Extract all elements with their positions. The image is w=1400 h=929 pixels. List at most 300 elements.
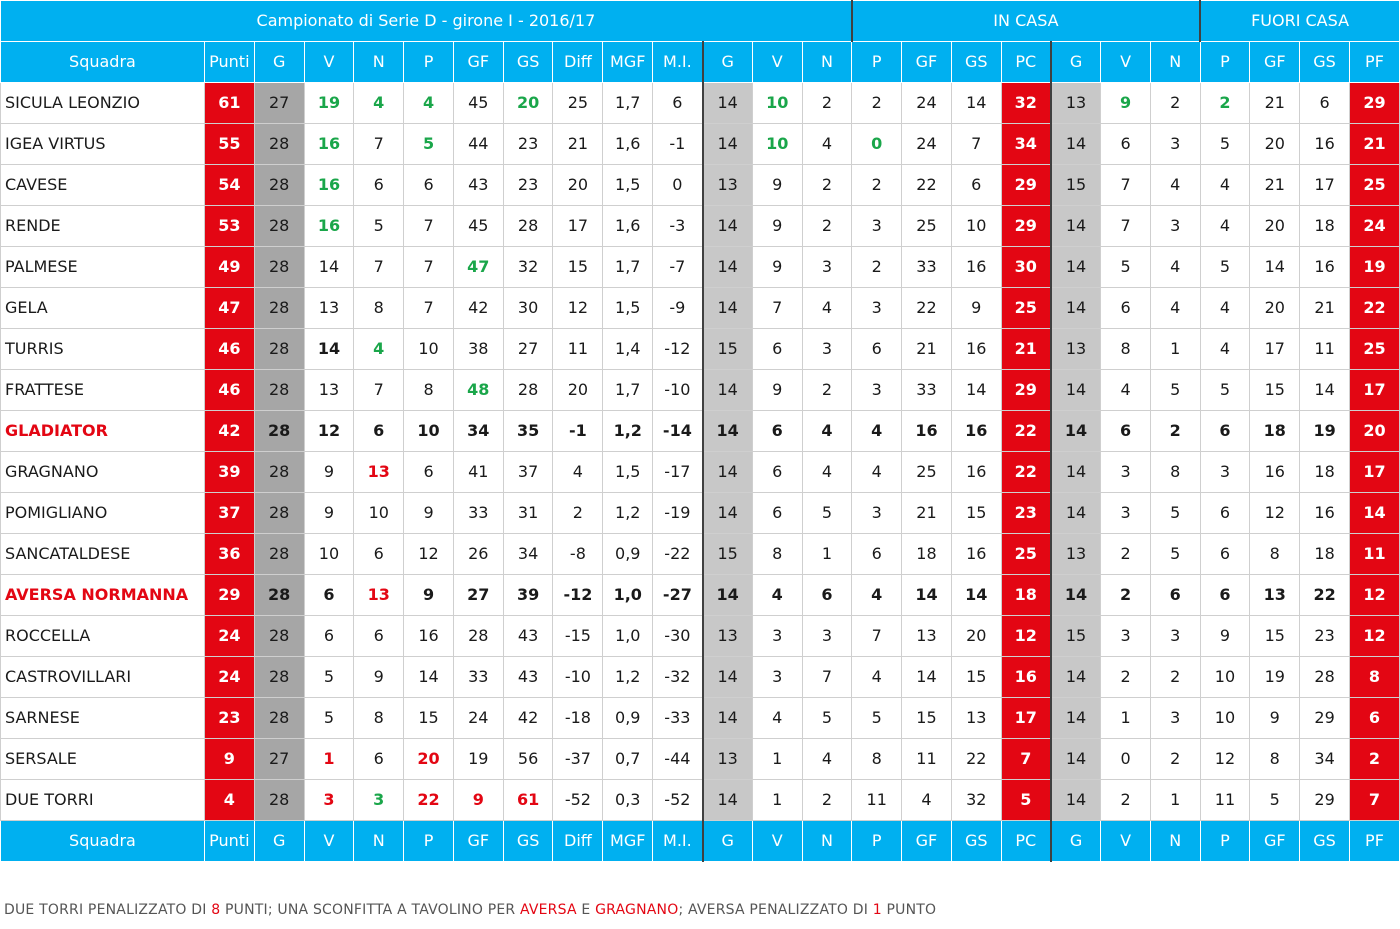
stat-cell: 16 (1250, 452, 1300, 493)
stat-cell: -27 (653, 575, 703, 616)
stat-cell: 9 (453, 780, 503, 821)
stat-cell: -8 (553, 534, 603, 575)
stat-cell: 61 (204, 83, 254, 124)
stat-cell: 24 (453, 698, 503, 739)
stat-cell: 25 (553, 83, 603, 124)
stat-cell: 18 (1001, 575, 1051, 616)
table-row (1, 616, 1400, 657)
stat-cell: 24 (204, 616, 254, 657)
stat-cell: 13 (703, 739, 753, 780)
stat-cell: 8 (752, 534, 802, 575)
stat-cell: 16 (1300, 493, 1350, 534)
column-header: GS (503, 42, 553, 83)
stat-cell: -52 (553, 780, 603, 821)
team-name: GLADIATOR (1, 411, 205, 452)
stat-cell: 4 (354, 329, 404, 370)
stat-cell: 24 (902, 124, 952, 165)
note-part: PUNTI; UNA SCONFITTA A TAVOLINO PER (220, 902, 520, 918)
stat-cell: 14 (703, 698, 753, 739)
stat-cell: 28 (254, 657, 304, 698)
stat-cell: 23 (503, 124, 553, 165)
stat-cell: 16 (404, 616, 454, 657)
stat-cell: 1 (304, 739, 354, 780)
stat-cell: 20 (1250, 206, 1300, 247)
stat-cell: 6 (354, 411, 404, 452)
stat-cell: 9 (404, 575, 454, 616)
stat-cell: 14 (703, 370, 753, 411)
stat-cell: 6 (404, 452, 454, 493)
stat-cell: 8 (354, 288, 404, 329)
stat-cell: 22 (1001, 411, 1051, 452)
stat-cell: 2 (1150, 657, 1200, 698)
stat-cell: 0,3 (603, 780, 653, 821)
stat-cell: 14 (1051, 370, 1101, 411)
stat-cell: 7 (852, 616, 902, 657)
stat-cell: 28 (254, 411, 304, 452)
stat-cell: 7 (404, 247, 454, 288)
stat-cell: 28 (254, 247, 304, 288)
stat-cell: 15 (404, 698, 454, 739)
stat-cell: 19 (1300, 411, 1350, 452)
column-header: P (404, 42, 454, 83)
stat-cell: 10 (304, 534, 354, 575)
stat-cell: 28 (254, 780, 304, 821)
table-row (1, 83, 1400, 124)
stat-cell: 28 (254, 534, 304, 575)
stat-cell: 26 (453, 534, 503, 575)
stat-cell: 16 (1300, 247, 1350, 288)
stat-cell: 13 (1051, 534, 1101, 575)
stat-cell: 10 (404, 329, 454, 370)
column-header: GF (453, 821, 503, 862)
stat-cell: 14 (1051, 780, 1101, 821)
stat-cell: 28 (254, 370, 304, 411)
stat-cell: 3 (1150, 698, 1200, 739)
stat-cell: 22 (1001, 452, 1051, 493)
team-name: CASTROVILLARI (1, 657, 205, 698)
stat-cell: 6 (354, 616, 404, 657)
stat-cell: 34 (1001, 124, 1051, 165)
stat-cell: 4 (1150, 288, 1200, 329)
stat-cell: -10 (553, 657, 603, 698)
stat-cell: 13 (902, 616, 952, 657)
column-header: V (752, 821, 802, 862)
stat-cell: -18 (553, 698, 603, 739)
stat-cell: 14 (1250, 247, 1300, 288)
stat-cell: 6 (752, 329, 802, 370)
stat-cell: 4 (802, 288, 852, 329)
stat-cell: 3 (802, 616, 852, 657)
stat-cell: 8 (1349, 657, 1399, 698)
stat-cell: 13 (703, 165, 753, 206)
stat-cell: 4 (802, 452, 852, 493)
stat-cell: 6 (852, 329, 902, 370)
stat-cell: 2 (852, 247, 902, 288)
column-header: Punti (204, 42, 254, 83)
stat-cell: 14 (951, 83, 1001, 124)
stat-cell: 5 (1150, 534, 1200, 575)
stat-cell: 5 (1150, 370, 1200, 411)
stat-cell: 4 (852, 452, 902, 493)
stat-cell: 42 (503, 698, 553, 739)
table-row (1, 534, 1400, 575)
stat-cell: 33 (453, 657, 503, 698)
column-header: Squadra (1, 42, 205, 83)
stat-cell: 18 (1250, 411, 1300, 452)
stat-cell: 7 (404, 206, 454, 247)
stat-cell: 4 (802, 411, 852, 452)
stat-cell: 13 (354, 575, 404, 616)
column-header: G (1051, 821, 1101, 862)
stat-cell: 2 (1101, 575, 1151, 616)
column-header: G (703, 42, 753, 83)
stat-cell: 6 (752, 452, 802, 493)
stat-cell: 19 (1349, 247, 1399, 288)
stat-cell: 6 (802, 575, 852, 616)
stat-cell: 6 (354, 165, 404, 206)
stat-cell: 34 (453, 411, 503, 452)
stat-cell: 14 (1349, 493, 1399, 534)
stat-cell: 19 (1250, 657, 1300, 698)
stat-cell: 28 (1300, 657, 1350, 698)
stat-cell: 55 (204, 124, 254, 165)
stat-cell: 24 (1349, 206, 1399, 247)
stat-cell: 20 (404, 739, 454, 780)
stat-cell: 15 (951, 493, 1001, 534)
stat-cell: 2 (802, 83, 852, 124)
stat-cell: 16 (951, 329, 1001, 370)
stat-cell: 7 (1349, 780, 1399, 821)
stat-cell: 14 (1051, 206, 1101, 247)
stat-cell: 6 (304, 575, 354, 616)
stat-cell: -3 (653, 206, 703, 247)
stat-cell: 14 (304, 329, 354, 370)
stat-cell: 48 (453, 370, 503, 411)
stat-cell: 1,2 (603, 411, 653, 452)
column-header-row-bottom (1, 821, 1400, 862)
stat-cell: 4 (1101, 370, 1151, 411)
stat-cell: 12 (1349, 616, 1399, 657)
stat-cell: 10 (404, 411, 454, 452)
stat-cell: 28 (254, 575, 304, 616)
stat-cell: 13 (1051, 329, 1101, 370)
team-name: CAVESE (1, 165, 205, 206)
stat-cell: -1 (553, 411, 603, 452)
stat-cell: 6 (1200, 493, 1250, 534)
stat-cell: 6 (1101, 124, 1151, 165)
stat-cell: 32 (951, 780, 1001, 821)
stat-cell: 17 (1250, 329, 1300, 370)
stat-cell: 20 (553, 370, 603, 411)
stat-cell: 61 (503, 780, 553, 821)
stat-cell: 28 (453, 616, 503, 657)
stat-cell: 39 (503, 575, 553, 616)
stat-cell: 6 (653, 83, 703, 124)
stat-cell: 11 (902, 739, 952, 780)
stat-cell: -19 (653, 493, 703, 534)
stat-cell: 14 (304, 247, 354, 288)
stat-cell: 16 (951, 452, 1001, 493)
stat-cell: 28 (254, 329, 304, 370)
stat-cell: 29 (1001, 165, 1051, 206)
stat-cell: 1 (802, 534, 852, 575)
stat-cell: 1,7 (603, 83, 653, 124)
stat-cell: 3 (1200, 452, 1250, 493)
stat-cell: 19 (453, 739, 503, 780)
stat-cell: 11 (1349, 534, 1399, 575)
stat-cell: 18 (1300, 452, 1350, 493)
stat-cell: 14 (1051, 411, 1101, 452)
stat-cell: 6 (354, 739, 404, 780)
stat-cell: 8 (404, 370, 454, 411)
table-row (1, 370, 1400, 411)
stat-cell: 21 (902, 493, 952, 534)
column-header: P (1200, 821, 1250, 862)
stat-cell: 0,7 (603, 739, 653, 780)
stat-cell: 6 (752, 411, 802, 452)
home-section-title: IN CASA (852, 1, 1200, 42)
stat-cell: -30 (653, 616, 703, 657)
stat-cell: 15 (1051, 616, 1101, 657)
column-header: MGF (603, 821, 653, 862)
stat-cell: 2 (1101, 657, 1151, 698)
stat-cell: 15 (1250, 616, 1300, 657)
stat-cell: 28 (254, 493, 304, 534)
stat-cell: 15 (951, 657, 1001, 698)
stat-cell: 22 (1300, 575, 1350, 616)
stat-cell: 3 (752, 616, 802, 657)
stat-cell: 10 (1200, 698, 1250, 739)
stat-cell: 35 (503, 411, 553, 452)
stat-cell: 14 (703, 657, 753, 698)
stat-cell: 21 (1250, 165, 1300, 206)
table-row (1, 698, 1400, 739)
stat-cell: 25 (1349, 329, 1399, 370)
stat-cell: 6 (1200, 411, 1250, 452)
stat-cell: 30 (1001, 247, 1051, 288)
stat-cell: 21 (1300, 288, 1350, 329)
stat-cell: 5 (802, 698, 852, 739)
table-row (1, 739, 1400, 780)
table-row (1, 247, 1400, 288)
stat-cell: 20 (1250, 288, 1300, 329)
stat-cell: 12 (1001, 616, 1051, 657)
stat-cell: 34 (503, 534, 553, 575)
column-header: N (1150, 821, 1200, 862)
stat-cell: 27 (254, 739, 304, 780)
stat-cell: 14 (1051, 452, 1101, 493)
column-header: GF (902, 821, 952, 862)
stat-cell: 23 (1300, 616, 1350, 657)
stat-cell: 10 (752, 124, 802, 165)
note-penalty-value: 8 (211, 902, 221, 918)
team-name: FRATTESE (1, 370, 205, 411)
stat-cell: 4 (1200, 165, 1250, 206)
stat-cell: 15 (553, 247, 603, 288)
table-title: Campionato di Serie D - girone I - 2016/17 (1, 1, 852, 42)
table-row (1, 575, 1400, 616)
table-row (1, 329, 1400, 370)
stat-cell: 4 (1150, 165, 1200, 206)
stat-cell: 31 (503, 493, 553, 534)
stat-cell: 1,6 (603, 206, 653, 247)
team-name: SANCATALDESE (1, 534, 205, 575)
stat-cell: 9 (752, 247, 802, 288)
stat-cell: 6 (1200, 575, 1250, 616)
stat-cell: 7 (802, 657, 852, 698)
stat-cell: 11 (553, 329, 603, 370)
stat-cell: 23 (503, 165, 553, 206)
team-name: PALMESE (1, 247, 205, 288)
stat-cell: -37 (553, 739, 603, 780)
stat-cell: 16 (951, 247, 1001, 288)
stat-cell: 4 (354, 83, 404, 124)
stat-cell: 5 (304, 657, 354, 698)
stat-cell: -14 (653, 411, 703, 452)
column-header: N (1150, 42, 1200, 83)
stat-cell: 14 (703, 493, 753, 534)
column-header: GF (902, 42, 952, 83)
table-row (1, 206, 1400, 247)
stat-cell: 8 (1150, 452, 1200, 493)
stat-cell: 2 (852, 83, 902, 124)
stat-cell: 5 (1200, 124, 1250, 165)
table-title-row (1, 1, 1400, 42)
column-header: MGF (603, 42, 653, 83)
stat-cell: 20 (503, 83, 553, 124)
stat-cell: 2 (1200, 83, 1250, 124)
stat-cell: 1,2 (603, 657, 653, 698)
column-header: GS (503, 821, 553, 862)
stat-cell: 16 (1300, 124, 1350, 165)
stat-cell: 21 (902, 329, 952, 370)
stat-cell: 29 (1349, 83, 1399, 124)
team-name: GELA (1, 288, 205, 329)
stat-cell: 9 (1250, 698, 1300, 739)
column-header: V (1101, 42, 1151, 83)
stat-cell: 2 (852, 165, 902, 206)
stat-cell: 1,7 (603, 247, 653, 288)
stat-cell: 28 (254, 452, 304, 493)
stat-cell: 1,7 (603, 370, 653, 411)
stat-cell: 0 (653, 165, 703, 206)
stat-cell: 6 (1101, 411, 1151, 452)
stat-cell: 28 (254, 206, 304, 247)
stat-cell: 3 (802, 329, 852, 370)
stat-cell: 27 (503, 329, 553, 370)
table-row (1, 165, 1400, 206)
column-header: N (354, 42, 404, 83)
team-name: DUE TORRI (1, 780, 205, 821)
stat-cell: 6 (404, 165, 454, 206)
team-name: SARNESE (1, 698, 205, 739)
stat-cell: 12 (1200, 739, 1250, 780)
stat-cell: 3 (1150, 616, 1200, 657)
stat-cell: 17 (553, 206, 603, 247)
stat-cell: 43 (453, 165, 503, 206)
stat-cell: 14 (951, 575, 1001, 616)
stat-cell: 14 (951, 370, 1001, 411)
stat-cell: 6 (1349, 698, 1399, 739)
stat-cell: 29 (204, 575, 254, 616)
column-header: G (254, 821, 304, 862)
stat-cell: 20 (553, 165, 603, 206)
stat-cell: 28 (254, 288, 304, 329)
stat-cell: 27 (453, 575, 503, 616)
stat-cell: 9 (1200, 616, 1250, 657)
stat-cell: 5 (404, 124, 454, 165)
stat-cell: 56 (503, 739, 553, 780)
stat-cell: 14 (1051, 698, 1101, 739)
stat-cell: 14 (703, 247, 753, 288)
table-row (1, 288, 1400, 329)
stat-cell: 22 (404, 780, 454, 821)
stat-cell: 18 (1300, 534, 1350, 575)
stat-cell: 2 (553, 493, 603, 534)
stat-cell: 17 (1001, 698, 1051, 739)
stat-cell: 14 (1051, 575, 1101, 616)
stat-cell: 14 (902, 575, 952, 616)
column-header: M.I. (653, 42, 703, 83)
stat-cell: 43 (503, 657, 553, 698)
stat-cell: -12 (653, 329, 703, 370)
stat-cell: -52 (653, 780, 703, 821)
stat-cell: 3 (304, 780, 354, 821)
stat-cell: 22 (902, 288, 952, 329)
stat-cell: 13 (703, 616, 753, 657)
stat-cell: 17 (1300, 165, 1350, 206)
stat-cell: 15 (1051, 165, 1101, 206)
stat-cell: 5 (354, 206, 404, 247)
stat-cell: 4 (852, 411, 902, 452)
column-header: GS (1300, 42, 1350, 83)
stat-cell: 11 (852, 780, 902, 821)
stat-cell: 7 (1001, 739, 1051, 780)
stat-cell: 13 (951, 698, 1001, 739)
stat-cell: 18 (1300, 206, 1350, 247)
stat-cell: 28 (503, 206, 553, 247)
stat-cell: 4 (204, 780, 254, 821)
stat-cell: 29 (1300, 698, 1350, 739)
stat-cell: 15 (703, 329, 753, 370)
stat-cell: 6 (1200, 534, 1250, 575)
stat-cell: 12 (304, 411, 354, 452)
stat-cell: 13 (1250, 575, 1300, 616)
stat-cell: 2 (1150, 83, 1200, 124)
stat-cell: 29 (1001, 206, 1051, 247)
column-header: P (404, 821, 454, 862)
stat-cell: 9 (404, 493, 454, 534)
column-header-row-top (1, 42, 1400, 83)
stat-cell: 28 (254, 698, 304, 739)
stat-cell: 10 (951, 206, 1001, 247)
stat-cell: 9 (951, 288, 1001, 329)
column-header: G (254, 42, 304, 83)
stat-cell: 1,5 (603, 288, 653, 329)
table-row (1, 411, 1400, 452)
stat-cell: 3 (852, 493, 902, 534)
stat-cell: 21 (1250, 83, 1300, 124)
column-header: V (304, 821, 354, 862)
stat-cell: 5 (852, 698, 902, 739)
stat-cell: 14 (703, 206, 753, 247)
column-header: PC (1001, 42, 1051, 83)
stat-cell: 14 (703, 452, 753, 493)
stat-cell: 18 (902, 534, 952, 575)
stat-cell: 23 (1001, 493, 1051, 534)
stat-cell: 7 (404, 288, 454, 329)
stat-cell: 15 (1250, 370, 1300, 411)
